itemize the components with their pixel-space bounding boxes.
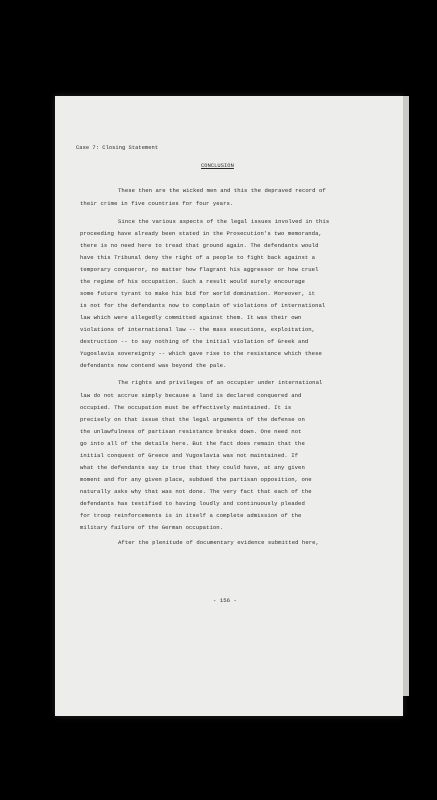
text-line: After the plenitude of documentary evidence submitted here,: [118, 539, 320, 546]
text-line: violations of international law -- the mass executions, exploitation,: [80, 326, 316, 333]
text-line: The rights and privileges of an occupier under international: [118, 379, 323, 386]
text-line: law do not accrue simply because a land is declared conquered and: [80, 392, 302, 399]
document-header: Case 7: Closing Statement: [76, 145, 159, 151]
text-line: the unlawfulness of partisan resistance breaks down. One need not: [80, 428, 302, 435]
text-line: some future tyrant to make his bid for world domination. Moreover, it: [80, 290, 316, 297]
text-line: temporary conqueror, no matter how flagrant his aggressor or how cruel: [80, 266, 319, 273]
text-line: defendants has testified to having loudly and continuously pleaded: [80, 500, 305, 507]
text-line: military failure of the German occupation.: [80, 524, 224, 531]
text-line: naturally asks why that was not done. The very fact that each of the: [80, 488, 312, 495]
text-line: Yugoslavia sovereignty -- which gave rise to the resistance which these: [80, 350, 322, 357]
text-line: destruction -- to say nothing of the initial violation of Greek and: [80, 338, 309, 345]
text-line: have this Tribunal deny the right of a people to fight back against a: [80, 254, 316, 261]
text-line: Since the various aspects of the legal issues involved in this: [118, 218, 330, 225]
text-line: precisely on that issue that the legal arguments of the defense on: [80, 416, 305, 423]
page-edge: [403, 96, 409, 696]
text-line: there is no need here to tread that ground again. The defendants would: [80, 242, 319, 249]
text-line: moment and for any given place, subdued the partisan opposition, one: [80, 476, 312, 483]
text-line: These then are the wicked men and this the depraved record of: [118, 187, 326, 194]
text-line: for troop reinforcements is in itself a complete admission of the: [80, 512, 302, 519]
text-line: occupied. The occupation must be effectively maintained. It is: [80, 404, 292, 411]
text-line: their crime in five countries for four years.: [80, 200, 234, 207]
text-line: the regime of his occupation. Such a result would surely encourage: [80, 278, 305, 285]
document-page: [55, 96, 403, 716]
text-line: defendants now contend was beyond the pale.: [80, 362, 227, 369]
text-line: is not for the defendants now to complain of violations of international: [80, 302, 326, 309]
text-line: go into all of the details here. But the fact does remain that the: [80, 440, 305, 447]
text-line: what the defendants say is true that they could have, at any given: [80, 464, 305, 471]
text-line: proceeding have already been stated in the Prosecution's two memoranda,: [80, 230, 322, 237]
document-title: CONCLUSION: [201, 163, 234, 169]
text-line: initial conquest of Greece and Yugoslavia was not maintained. If: [80, 452, 299, 459]
text-line: law which were allegedly committed against them. It was their own: [80, 314, 302, 321]
page-number: - 156 -: [213, 597, 237, 604]
